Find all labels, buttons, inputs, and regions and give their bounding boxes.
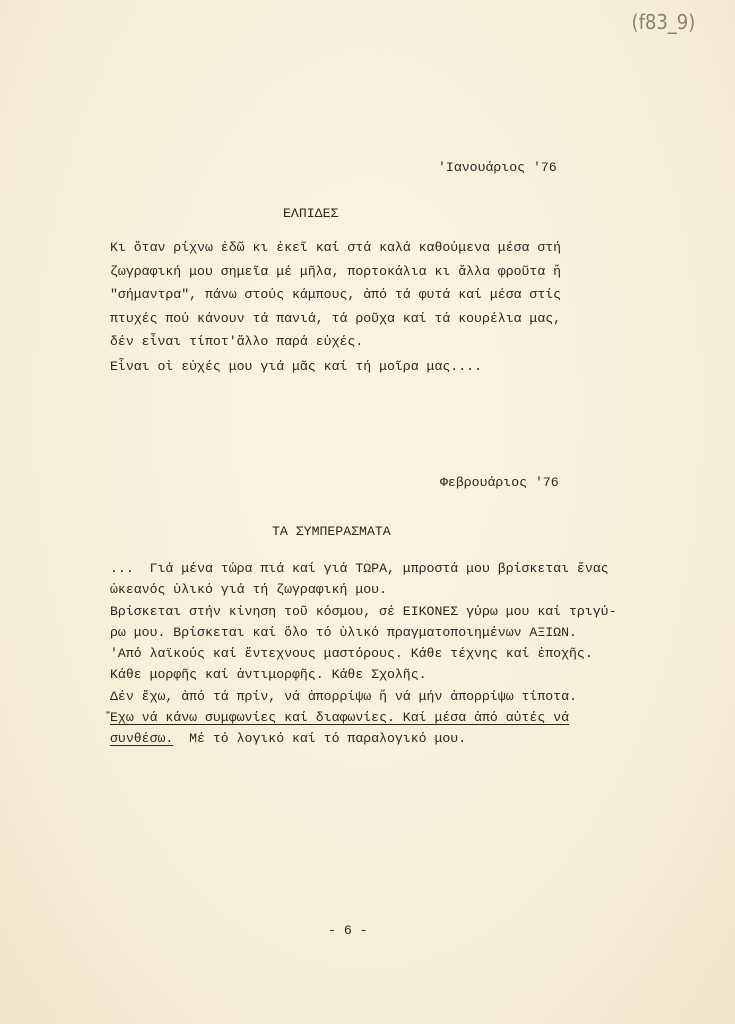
entry2-last-rest: Μέ τό λογικό καί τό παραλογικό μου. [173,731,467,746]
entry2-date: Φεβρουάριος '76 [440,475,559,490]
entry2-line: Κάθε μορφῆς καί ἀντιμορφῆς. Κάθε Σχολῆς. [110,667,427,682]
entry2-underlined-word: συνθέσω. [110,731,174,746]
page-number: - 6 - [328,923,368,938]
entry1-title: ΕΛΠΙΔΕΣ [283,206,339,221]
entry2-line: Δέν ἔχω, ἀπό τά πρίν, νά ἀπορρίψω ἤ νά μήν ἀπορρίψω τίποτα. [110,689,577,704]
entry2-last-line [110,732,466,745]
entry2-line: ὠκεανός ὑλικό γιά τή ζωγραφική μου. [110,582,387,597]
entry1-line: Κι ὅταν ρίχνω ἐδῶ κι ἐκεῖ καί στά καλά καθούμενα μέσα στή [110,240,562,255]
entry1-date: 'Ιανουάριος '76 [438,160,557,175]
entry1-line: ζωγραφική μου σημεῖα μέ μῆλα, πορτοκάλια κι ἄλλα φροῦτα ἤ [110,264,562,279]
entry2-line: ... Γιά μένα τώρα πιά καί γιά ΤΩΡΑ, μπροστά μου βρίσκεται ἕνας [110,561,609,576]
entry2-line: 'Από λαϊκούς καί ἔντεχνους μαστόρους. Κάθε τέχνης καί ἐποχῆς. [110,646,593,661]
entry1-line: "σήμαντρα", πάνω στούς κάμπους, ἀπό τά φυτά καί μέσα στίς [110,287,562,302]
entry1-line: πτυχές πού κάνουν τά πανιά, τά ροῦχα καί τά κουρέλια μας, [110,311,562,326]
entry2-line: ρω μου. Βρίσκεται καί ὅλο τό ὑλικό πραγματοποιημένων ΑΞΙΩΝ. [110,625,577,640]
entry2-title: ΤΑ ΣΥΜΠΕΡΑΣΜΑΤΑ [272,524,391,539]
entry1-line: δέν εἶναι τίποτ'ἄλλο παρά εὐχές. [110,334,364,349]
entry1-closing: Εἶναι οἱ εὐχές μου γιά μᾶς καί τή μοῖρα μας.... [110,359,482,374]
entry2-line: Βρίσκεται στήν κίνηση τοῦ κόσμου, σέ ΕΙΚΟΝΕΣ γύρω μου καί τριγύ- [110,604,617,619]
entry2-underlined-line: Ἔχω νά κάνω συμφωνίες καί διαφωνίες. Καί μέσα ἀπό αὐτές νά [110,710,569,725]
archive-mark: (f83_9) [631,10,696,34]
